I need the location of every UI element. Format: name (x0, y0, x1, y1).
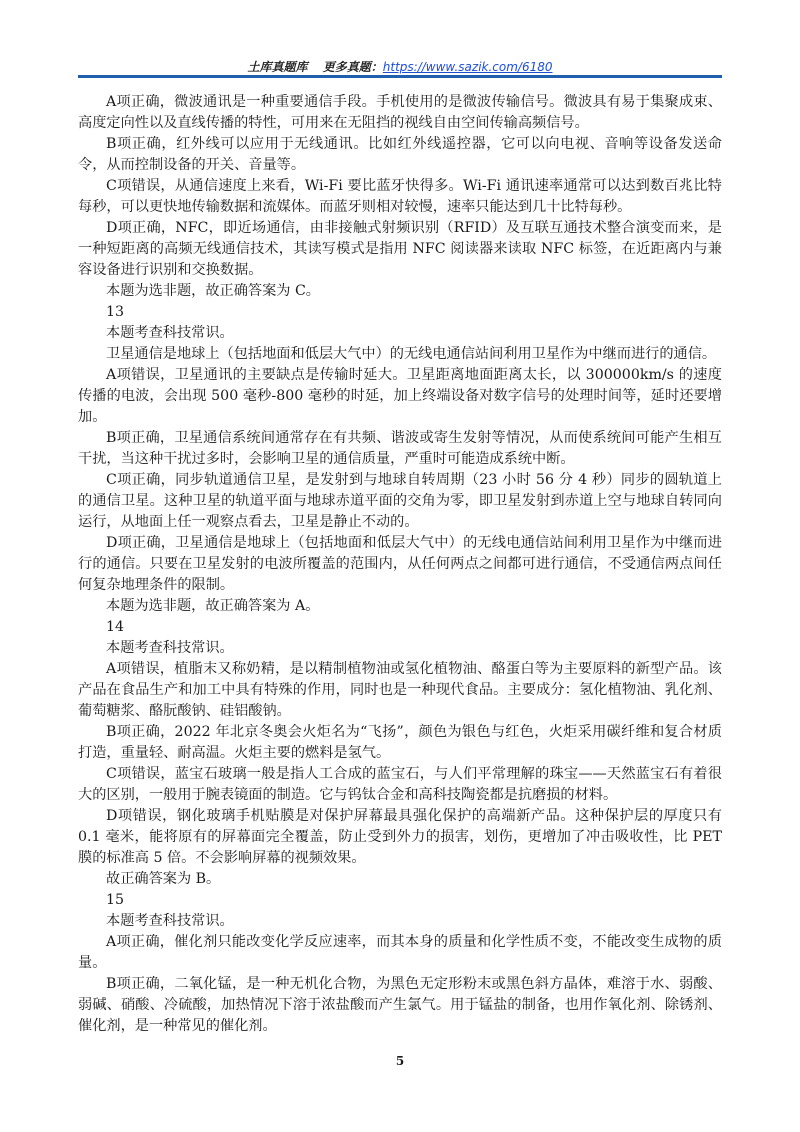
question-number: 13 (106, 304, 125, 320)
header-brand: 土库真题库 (247, 60, 308, 74)
paragraph: C项正确，同步轨道通信卫星，是发射到与地球自转周期（23 小时 56 分 4 秒）同步的圆轨道上的通信卫星。这种卫星的轨道平面与地球赤道平面的交角为零，即卫星发射到赤道上空与地球自转同向运行，从地面上任一观察点看去，卫星是静止不动的。 (78, 472, 722, 530)
paragraph: B项正确，红外线可以应用于无线通讯。比如红外线遥控器，它可以向电视、音响等设备发送命令，从而控制设备的开关、音量等。 (78, 136, 722, 173)
page-header (0, 58, 800, 75)
paragraph: 本题考查科技常识。 (106, 913, 234, 929)
paragraph: C项错误，从通信速度上来看，Wi-Fi 要比蓝牙快得多。Wi-Fi 通讯速率通常可以达到数百兆比特每秒，可以更快地传输数据和流媒体。而蓝牙则相对较慢，速率只能达到几十比特每秒。 (78, 178, 722, 215)
paragraph: B项正确，二氧化锰，是一种无机化合物，为黑色无定形粉末或黑色斜方晶体，难溶于水、弱酸、弱碱、硝酸、冷硫酸，加热情况下溶于浓盐酸而产生氯气。用于锰盐的制备，也用作氧化剂、除锈剂、催化剂，是一种常见的催化剂。 (78, 976, 722, 1034)
paragraph: 卫星通信是地球上（包括地面和低层大气中）的无线电通信站间利用卫星作为中继而进行的通信。 (106, 346, 717, 362)
paragraph: A项错误，植脂末又称奶精，是以精制植物油或氢化植物油、酪蛋白等为主要原料的新型产品。该产品在食品生产和加工中具有特殊的作用，同时也是一种现代食品。主要成分：氢化植物油、乳化剂、葡萄糖浆、酪朊酸钠、硅铝酸钠。 (78, 661, 722, 719)
question-number: 15 (106, 892, 125, 908)
paragraph: D项正确，NFC，即近场通信，由非接触式射频识别（RFID）及互联互通技术整合演变而来，是一种短距离的高频无线通信技术，其读写模式是指用 NFC 阅读器来读取 NFC 标签，在近距离内与兼容设备进行识别和交换数据。 (78, 220, 722, 278)
paragraph: 本题为选非题，故正确答案为 A。 (106, 598, 320, 614)
header-rule (78, 75, 722, 78)
page-number: 5 (395, 1054, 405, 1068)
paragraph: B项正确，卫星通信系统间通常存在有共频、谐波或寄生发射等情况，从而使系统间可能产生相互干扰，当这种干扰过多时，会影响卫星的通信质量，严重时可能造成系统中断。 (78, 430, 722, 467)
paragraph: B项正确，2022 年北京冬奥会火炬名为“飞扬”，颜色为银色与红色，火炬采用碳纤维和复合材质打造，重量轻、耐高温。火炬主要的燃料是氢气。 (78, 724, 722, 761)
paragraph: C项错误，蓝宝石玻璃一般是指人工合成的蓝宝石，与人们平常理解的珠宝——天然蓝宝石有着很大的区别，一般用于腕表镜面的制造。它与钨钛合金和高科技陶瓷都是抗磨损的材料。 (78, 766, 722, 803)
paragraph: A项正确，催化剂只能改变化学反应速率，而其本身的质量和化学性质不变，不能改变生成物的质量。 (78, 934, 722, 971)
header-more-label: 更多真题： (322, 60, 383, 74)
paragraph: A项错误，卫星通讯的主要缺点是传输时延大。卫星距离地面距离太长，以 300000km/s 的速度传播的电波，会出现 500 毫秒-800 毫秒的时延，加上终端设备对数字信号的处理时间等，延时还要增加。 (78, 367, 722, 425)
paragraph: 故正确答案为 B。 (106, 871, 221, 887)
paragraph: D项正确，卫星通信是地球上（包括地面和低层大气中）的无线电通信站间利用卫星作为中继而进行的通信。只要在卫星发射的电波所覆盖的范围内，从任何两点之间都可进行通信，不受通信两点间任何复杂地理条件的限制。 (78, 535, 722, 593)
document-body (78, 92, 722, 1037)
paragraph: 本题考查科技常识。 (106, 640, 234, 656)
question-number: 14 (106, 619, 125, 635)
paragraph: D项错误，钢化玻璃手机贴膜是对保护屏幕最具强化保护的高端新产品。这种保护层的厚度只有 0.1 毫米，能将原有的屏幕面完全覆盖，防止受到外力的损害，划伤，更增加了冲击吸收性，比 PET 膜的标准高 5 倍。不会影响屏幕的视频效果。 (78, 808, 722, 866)
paragraph: A项正确，微波通讯是一种重要通信手段。手机使用的是微波传输信号。微波具有易于集聚成束、高度定向性以及直线传播的特性，可用来在无阻挡的视线自由空间传输高频信号。 (78, 94, 722, 131)
paragraph: 本题考查科技常识。 (106, 325, 234, 341)
paragraph: 本题为选非题，故正确答案为 C。 (106, 283, 320, 299)
header-url-link[interactable]: https://www.sazik.com/6180 (382, 60, 553, 74)
